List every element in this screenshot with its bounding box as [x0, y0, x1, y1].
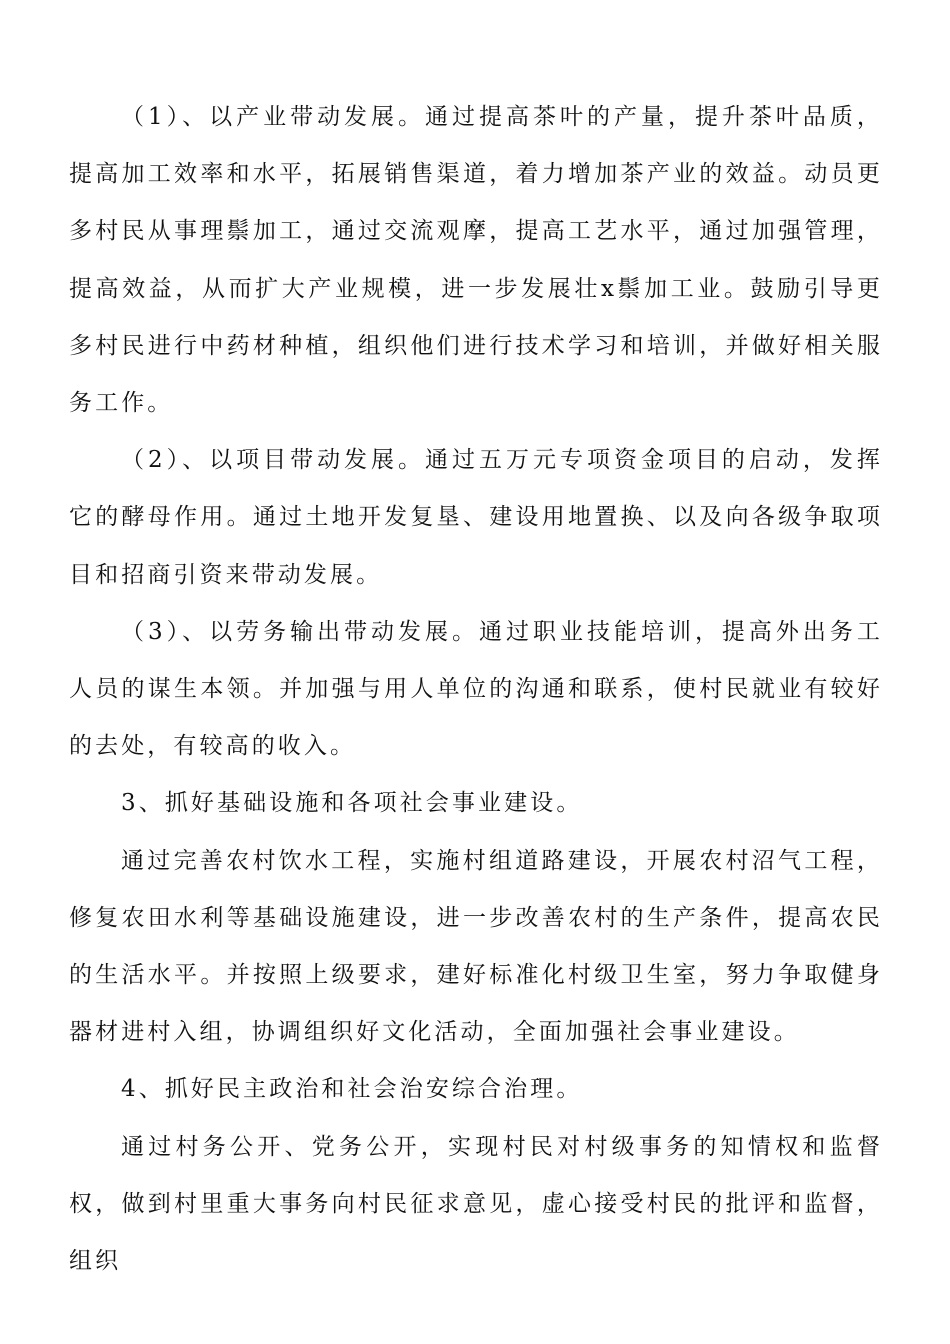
section-heading-governance: 4、抓好民主政治和社会治安综合治理。 [121, 1076, 583, 1103]
paragraph-project-development: （2）、以项目带动发展。通过五万元专项资金项目的启动，发挥它的酵母作用。通过土地开发复垦、建设用地置换、以及向各级争取项目和招商引资来带动发展。 [69, 447, 883, 588]
section-heading-infrastructure: 3、抓好基础设施和各项社会事业建设。 [121, 790, 583, 817]
paragraph-governance: 通过村务公开、党务公开，实现村民对村级事务的知情权和监督权，做到村里重大事务向村民征求意见，虚心接受村民的批评和监督，组织 [69, 1133, 883, 1275]
paragraph-industry-development: （1）、以产业带动发展。通过提高茶叶的产量，提升茶叶品质，提高加工效率和水平，拓展销售渠道，着力增加茶产业的效益。动员更多村民从事理鬃加工，通过交流观摩，提高工艺水平，通过加强管理，提高效益，从而扩大产业规模，进一步发展壮x鬃加工业。鼓励引导更多村民进行中药材种植，组织他们进行技术学习和培训，并做好相关服务工作。 [69, 104, 883, 417]
paragraph-labor-export: （3）、以劳务输出带动发展。通过职业技能培训，提高外出务工人员的谋生本领。并加强与用人单位的沟通和联系，使村民就业有较好的去处，有较高的收入。 [69, 618, 883, 760]
document-body [69, 89, 883, 1290]
paragraph-infrastructure: 通过完善农村饮水工程，实施村组道路建设，开展农村沼气工程，修复农田水利等基础设施建设，进一步改善农村的生产条件，提高农民的生活水平。并按照上级要求，建好标准化村级卫生室，努力争取健身器材进村入组，协调组织好文化活动，全面加强社会事业建设。 [69, 847, 883, 1046]
